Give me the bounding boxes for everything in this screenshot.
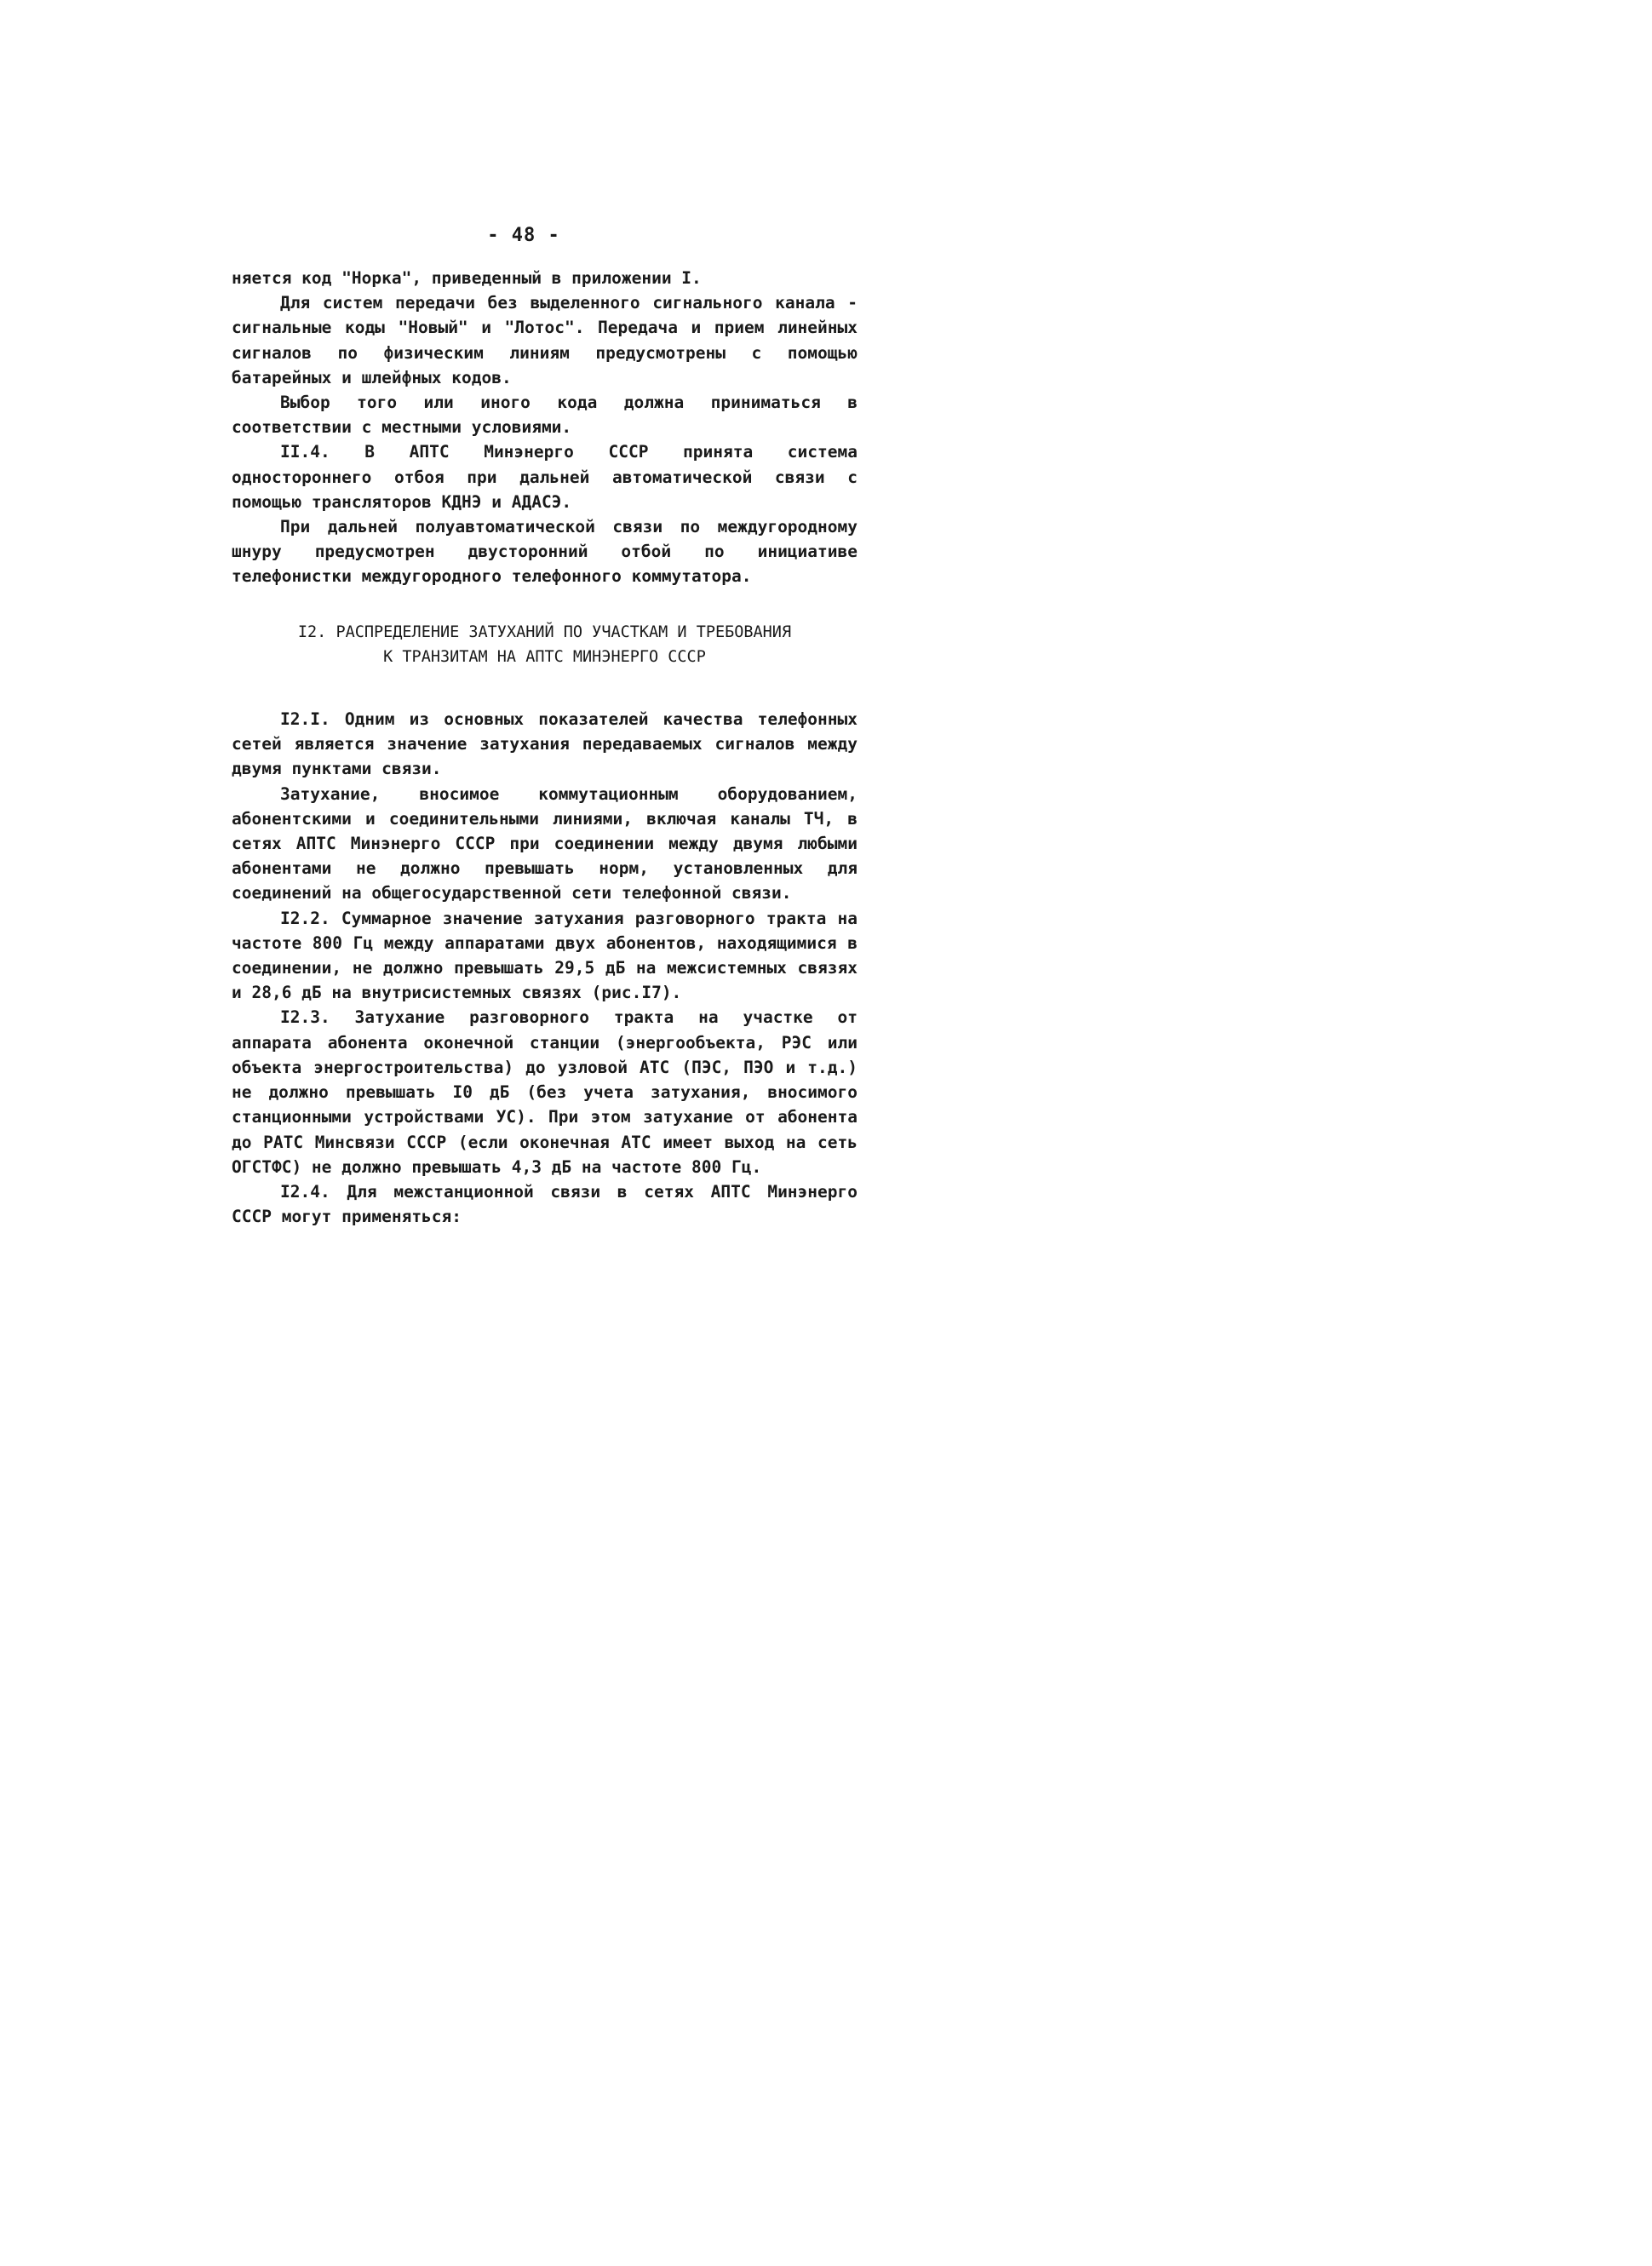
paragraph: Выбор того или иного кода должна приниматься в соответствии с местными условиями.: [232, 393, 858, 438]
section-heading-line-2: К ТРАНЗИТАМ НА АПТС МИНЭНЕРГО СССР: [383, 647, 706, 666]
paragraph-continuation: няется код "Норка", приведенный в приложении I.: [232, 268, 702, 288]
section-heading: [232, 620, 858, 669]
paragraph: Для систем передачи без выделенного сигнального канала - сигнальные коды "Новый" и "Лотос". Передача и прием линейных сигналов по физическим линиям предусмотрены с помощью батарейных и шлейфных кодов.: [232, 293, 858, 387]
paragraph-clause-12-2: I2.2. Суммарное значение затухания разговорного тракта на частоте 800 Гц между аппаратами двух абонентов, находящимися в соединении, не должно превышать 29,5 дБ на межсистемных связях и 28,6 дБ на внутрисистемных связях (рис.I7).: [232, 908, 858, 1003]
paragraph-clause-11-4: II.4. В АПТС Минэнерго СССР принята система одностороннего отбоя при дальней автоматической связи с помощью трансляторов КДНЭ и АДАСЭ.: [232, 442, 858, 512]
document-page: [0, 0, 962, 1362]
section-heading-line-1: I2. РАСПРЕДЕЛЕНИЕ ЗАТУХАНИЙ ПО УЧАСТКАМ И ТРЕБОВАНИЯ: [297, 622, 792, 641]
page-number: - 48 -: [487, 225, 560, 246]
paragraph-clause-12-3: I2.3. Затухание разговорного тракта на участке от аппарата абонента оконечной станции (энергообъекта, РЭС или объекта энергостроительства) до узловой АТС (ПЭС, ПЭО и т.д.) не должно превышать I0 дБ (без учета затухания, вносимого станционными устройствами УС). При этом затухание от абонента до РАТС Минсвязи СССР (если оконечная АТС имеет выход на сеть ОГСТФС) не должно превышать 4,3 дБ на частоте 800 Гц.: [232, 1007, 858, 1177]
paragraph-clause-12-4: I2.4. Для межстанционной связи в сетях АПТС Минэнерго СССР могут применяться:: [232, 1181, 858, 1227]
paragraph: При дальней полуавтоматической связи по междугородному шнуру предусмотрен двусторонний отбой по инициативе телефонистки междугородного телефонного коммутатора.: [232, 517, 858, 587]
paragraph: Затухание, вносимое коммутационным оборудованием, абонентскими и соединительными линиями, включая каналы ТЧ, в сетях АПТС Минэнерго СССР при соединении между двумя любыми абонентами не должно превышать норм, установленных для соединений на общегосударственной сети телефонной связи.: [232, 783, 858, 904]
paragraph-clause-12-1: I2.I. Одним из основных показателей качества телефонных сетей является значение затухания передаваемых сигналов между двумя пунктами связи.: [232, 709, 858, 779]
document-body: [232, 266, 858, 1229]
